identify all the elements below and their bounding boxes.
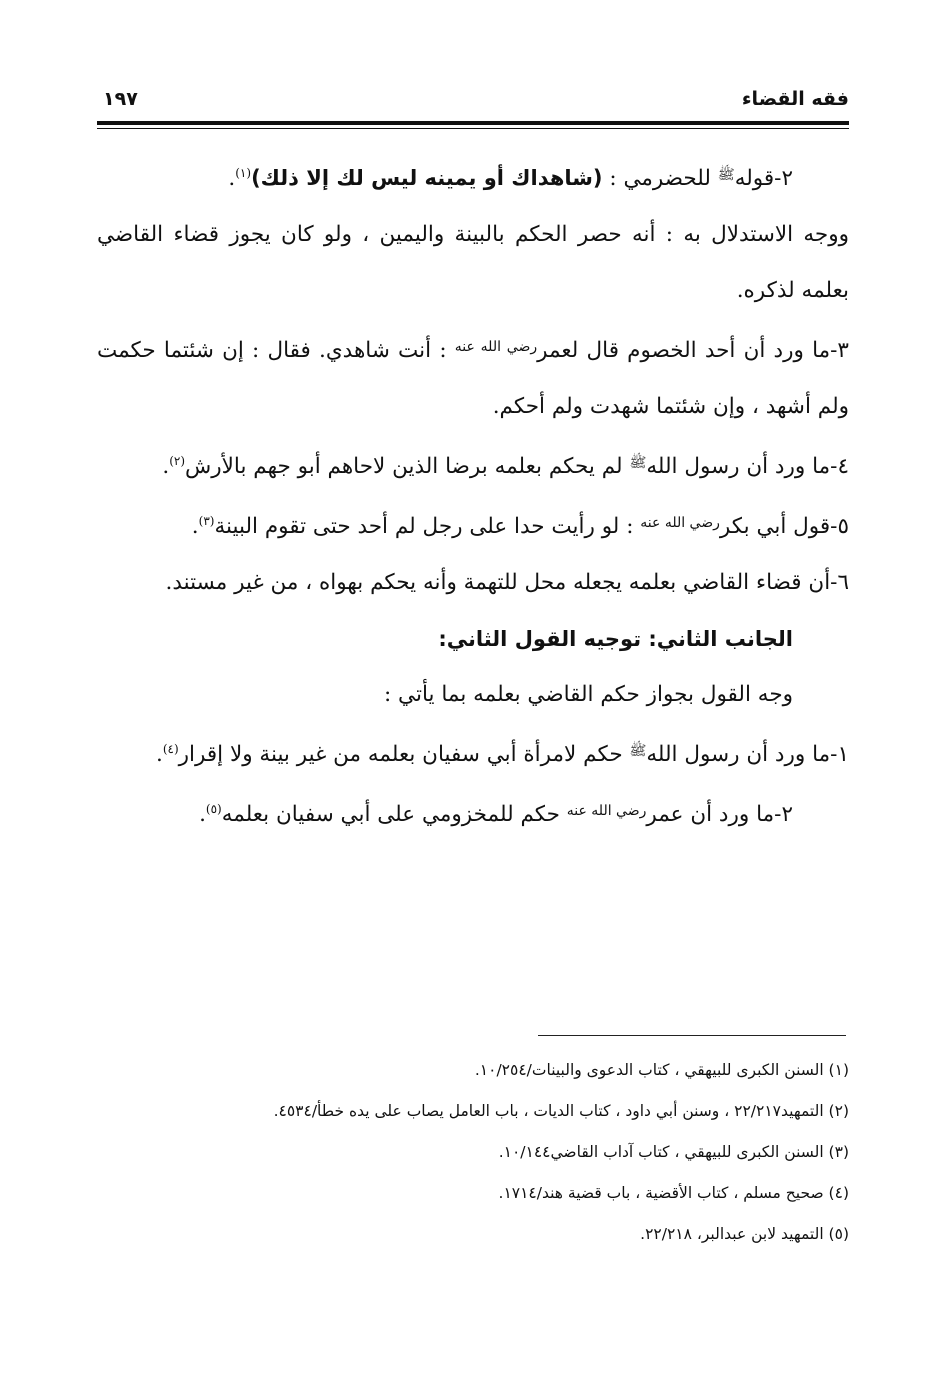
header-rule-thin [97,128,849,129]
footnote-ref-2[interactable]: (٢) [169,453,186,468]
section-heading: الجانب الثاني: توجيه القول الثاني: [438,627,793,651]
p3-rest: : أنت شاهدي. فقال : إن شئتما حكمت ولم أشهد ، وإن شئتما شهدت ولم أحكم. [97,338,849,419]
footnote-separator [538,1035,846,1036]
p4-end: . [162,454,170,479]
p4-lead: ٤-ما ورد أن رسول الله [646,454,849,479]
p3-lead: ٣-ما ورد أن أحد الخصوم قال لعمر [537,338,849,363]
footnote-4: (٤) صحيح مسلم ، كتاب الأقضية ، باب قضية هند/١٧١٤. [498,1184,849,1202]
running-title: فقه القضاء [741,88,849,110]
footnote-3: (٣) السنن الكبرى للبيهقي ، كتاب آداب القاضي١٠/١٤٤. [498,1143,849,1161]
p5-lead: ٥-قول أبي بكر [719,514,849,539]
footnote-ref-1[interactable]: (١) [235,165,252,180]
radiallahu-glyph: رضي الله عنه [566,803,647,819]
p1-lead: ٢-قوله [734,166,793,191]
paragraph-8 [97,783,849,843]
footnotes [97,1050,849,1255]
paragraph-2 [97,147,849,207]
salawat-glyph: ﷺ [629,455,647,471]
footnote-ref-5[interactable]: (٥) [205,801,222,816]
p1-end: . [228,166,236,191]
footnote-1: (١) السنن الكبرى للبيهقي ، كتاب الدعوى والبينات/١٠/٢٥٤. [474,1061,849,1079]
p9-rest: حكم للمخزومي على أبي سفيان بعلمه [221,802,567,827]
paragraph-7 [97,723,849,783]
hadith-quote: (شاهداك أو يمينه ليس لك إلا ذلك) [251,166,603,190]
salawat-glyph: ﷺ [629,743,647,759]
paragraph-inference: ووجه الاستدلال به : أنه حصر الحكم بالبينة واليمين ، ولو كان يجوز قضاء القاضي بعلمه لذكره. [97,222,849,303]
p5-end: . [191,514,199,539]
p1-mid: للحضرمي : [602,166,718,191]
paragraph-5 [97,495,849,555]
footnote-5: (٥) التمهيد لابن عبدالبر، ٢٢/٢١٨. [640,1225,849,1243]
p4-rest: لم يحكم بعلمه برضا الذين لاحاهم أبو جهم بالأرش [185,454,630,479]
paragraph-4 [97,435,849,495]
p5-rest: : لو رأيت حدا على رجل لم أحد حتى تقوم البينة [214,514,641,539]
paragraph-intro: وجه القول بجواز حكم القاضي بعلمه بما يأتي : [383,682,793,707]
salawat-glyph: ﷺ [717,167,735,183]
paragraph-3 [97,319,849,435]
main-text [97,147,849,843]
p8-rest: حكم لامرأة أبي سفيان بعلمه من غير بينة ولا إقرار [178,742,630,767]
paragraph-6: ٦-أن قضاء القاضي بعلمه يجعله محل للتهمة وأنه يحكم بهواه ، من غير مستند. [165,570,849,595]
footnote-2: (٢) التمهيد٢٢/٢١٧ ، وسنن أبي داود ، كتاب الديات ، باب العامل يصاب على يده خطأ/٤٥٣٤. [273,1102,849,1120]
radiallahu-glyph: رضي الله عنه [640,515,720,531]
radiallahu-glyph: رضي الله عنه [454,339,538,355]
page-number: ١٩٧ [103,88,138,110]
footnote-ref-3[interactable]: (٣) [198,513,215,528]
p9-end: . [199,802,206,827]
p8-lead: ١-ما ورد أن رسول الله [646,742,849,767]
page-header [97,84,849,120]
p9-lead: ٢-ما ورد أن عمر [646,802,793,827]
header-rule-thick [97,121,849,125]
footnote-ref-4[interactable]: (٤) [162,741,179,756]
p8-end: . [155,742,163,767]
